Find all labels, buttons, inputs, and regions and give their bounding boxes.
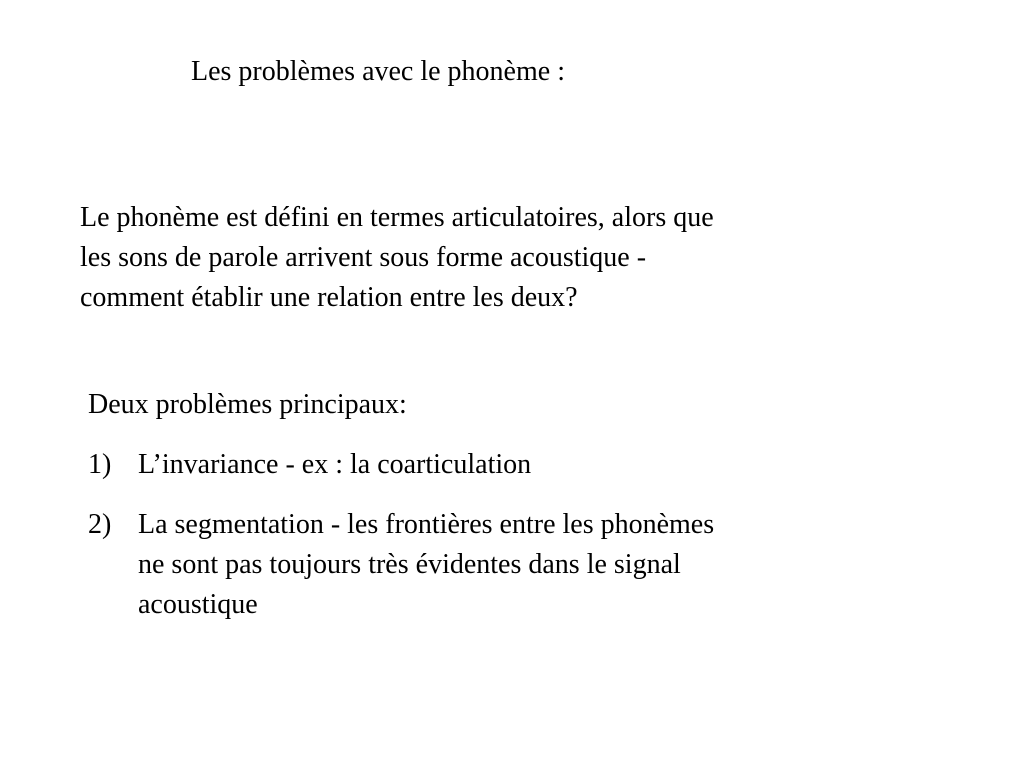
intro-line: comment établir une relation entre les deux?	[80, 282, 578, 313]
problem-list	[88, 445, 888, 625]
problems-section	[88, 385, 888, 625]
problem-item	[88, 445, 888, 485]
slide-title: Les problèmes avec le phonème :	[191, 56, 565, 87]
problems-heading: Deux problèmes principaux:	[88, 389, 407, 420]
problem-number: 2)	[88, 509, 112, 540]
intro-line: Le phonème est défini en termes articulatoires, alors que	[80, 202, 714, 233]
intro-line: les sons de parole arrivent sous forme acoustique -	[80, 242, 647, 273]
intro-paragraph	[80, 198, 880, 318]
problem-text-line: acoustique	[138, 589, 258, 620]
problem-item	[88, 505, 888, 625]
problem-text-line: La segmentation - les frontières entre les phonèmes	[138, 509, 715, 540]
problem-text-line: ne sont pas toujours très évidentes dans le signal	[138, 549, 681, 580]
problem-number: 1)	[88, 449, 112, 480]
problem-text-line: L’invariance - ex : la coarticulation	[138, 449, 532, 480]
